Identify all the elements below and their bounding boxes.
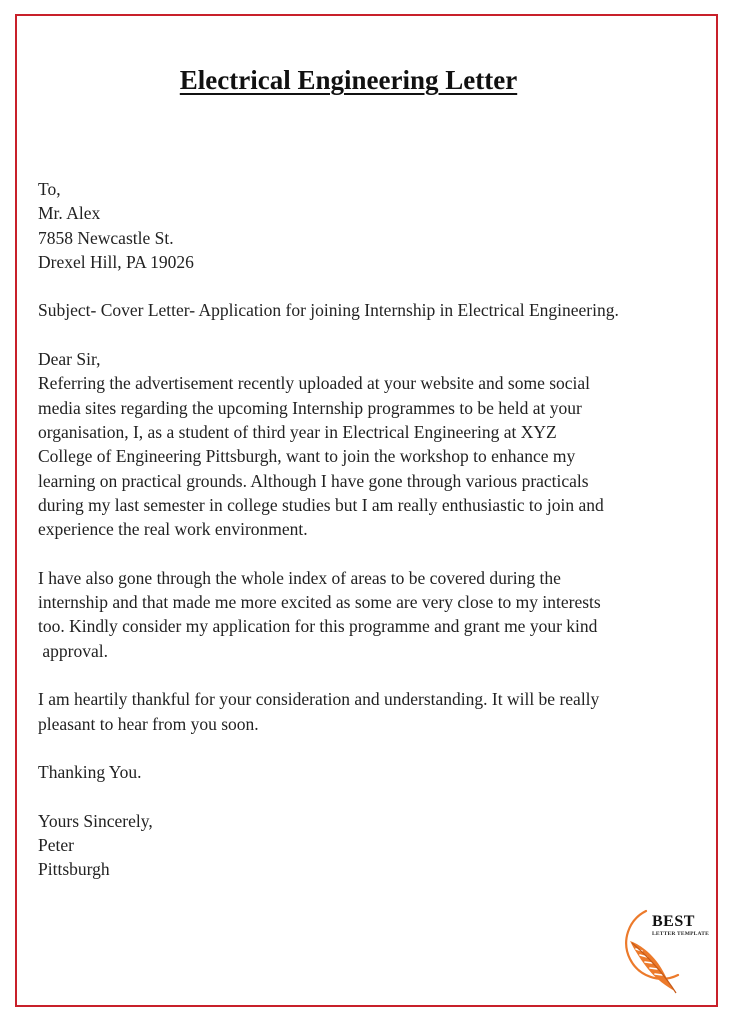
paragraph-1-line: media sites regarding the upcoming Internship programmes to be held at your [38,397,582,418]
sender-name: Peter [38,835,74,856]
valediction: Yours Sincerely, [38,810,153,831]
greeting: Dear Sir, [38,349,101,370]
letter-title: Electrical Engineering Letter [179,65,518,95]
brand-logo [612,905,712,1000]
paragraph-2-line: I have also gone through the whole index of areas to be covered during the [38,567,561,588]
logo-tagline: LETTER TEMPLATE [652,931,710,937]
paragraph-1-line: during my last semester in college studies but I am really enthusiastic to join and [38,494,604,515]
paragraph-1-line: learning on practical grounds. Although I have gone through various practicals [38,470,589,491]
paragraph-1-line: experience the real work environment. [38,519,308,540]
paragraph-2-line: internship and that made me more excited as some are very close to my interests [38,592,601,613]
logo-wordmark: BEST [652,913,695,930]
paragraph-3-line: pleasant to hear from you soon. [38,713,259,734]
thanks-line: Thanking You. [38,762,142,783]
paragraph-1-line: organisation, I, as a student of third year in Electrical Engineering at XYZ [38,421,557,442]
subject-line: Subject- Cover Letter- Application for joining Internship in Electrical Engineering. [38,300,619,321]
paragraph-2-line: approval. [38,640,108,661]
sender-place: Pittsburgh [38,859,110,880]
paragraph-1-line: College of Engineering Pittsburgh, want to join the workshop to enhance my [38,446,576,467]
letter-body [38,177,724,882]
recipient-street: 7858 Newcastle St. [38,227,174,248]
recipient-city: Drexel Hill, PA 19026 [38,251,194,272]
recipient-name: Mr. Alex [38,203,101,224]
paragraph-3-line: I am heartily thankful for your consideration and understanding. It will be really [38,689,600,710]
paragraph-1-line: Referring the advertisement recently uploaded at your website and some social [38,373,591,394]
recipient-salutation: To, [38,179,61,199]
paragraph-2-line: too. Kindly consider my application for this programme and grant me your kind [38,616,598,637]
